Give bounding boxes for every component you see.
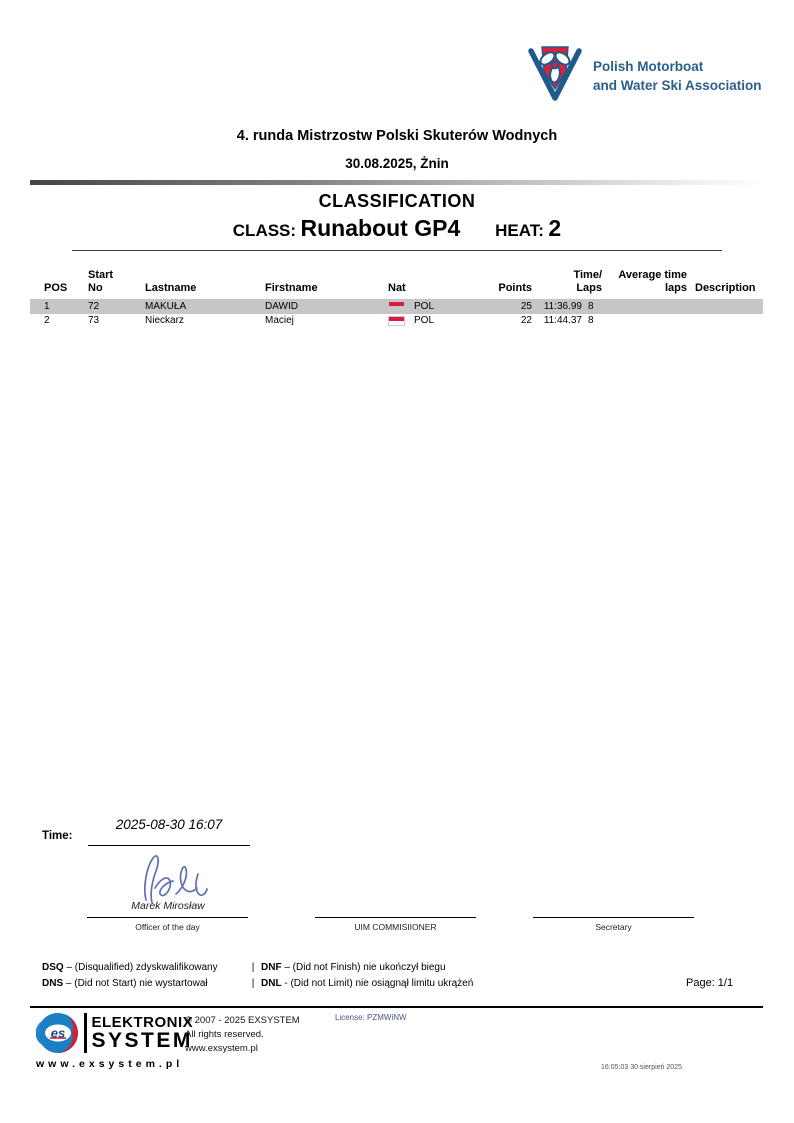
legend-separator: | <box>251 962 255 973</box>
association-name-line2: and Water Ski Association <box>593 77 762 93</box>
cell-lastname: Nieckarz <box>145 315 184 327</box>
cell-points: 25 <box>520 300 532 312</box>
commissioner-signature-line <box>315 917 476 918</box>
cell-firstname: Maciej <box>265 315 294 327</box>
header-start-no-line2: No <box>88 282 103 294</box>
header-time-line2: Laps <box>576 282 602 294</box>
cell-time: 11:44.37 <box>543 315 582 327</box>
footer-copyright <box>185 1014 300 1056</box>
legend-text: - (Did not Limit) nie osiągnął limitu ukrążeń <box>284 978 474 989</box>
legend-code: DNS <box>42 978 64 989</box>
time-label: Time: <box>42 830 73 842</box>
event-date-place: 30.08.2025, Żnin <box>345 156 449 171</box>
header-lastname: Lastname <box>145 282 197 294</box>
report-heading: CLASSIFICATION <box>318 191 476 211</box>
cell-laps: 8 <box>588 315 594 327</box>
poland-flag-icon <box>388 301 405 311</box>
cell-pos: 1 <box>44 300 50 312</box>
class-label: CLASS: <box>232 221 297 240</box>
legend-dns <box>42 976 245 992</box>
class-value: Runabout GP4 <box>300 215 461 241</box>
license-text: License: PZMWiNW <box>335 1013 407 1022</box>
secretary-title: Secretary <box>595 922 632 932</box>
header-points: Points <box>498 282 532 294</box>
legend-text: – (Disqualified) zdyskwalifikowany <box>66 962 218 973</box>
legend-dsq <box>42 960 245 976</box>
exsystem-logo <box>36 1011 193 1070</box>
association-name-line1: Polish Motorboat <box>593 59 704 74</box>
footer-url: www.exsystem.pl <box>185 1043 258 1054</box>
legend-separator: | <box>251 978 255 989</box>
officer-signature-line <box>87 917 248 918</box>
brand-url: www.exsystem.pl <box>36 1058 184 1070</box>
legend-dnf <box>261 960 473 976</box>
signature-icon <box>132 848 224 906</box>
header-description: Description <box>695 282 756 294</box>
rights-line: All rights reserved. <box>185 1029 264 1040</box>
header-nat: Nat <box>388 282 406 294</box>
header-average-time-line2: laps <box>664 282 687 294</box>
results-table-header <box>30 256 763 296</box>
legend-dnl <box>261 976 473 992</box>
header-time-laps <box>532 269 602 295</box>
poland-flag-icon <box>388 316 405 326</box>
header-time-line1: Time/ <box>573 269 602 281</box>
table-row <box>30 314 763 329</box>
header-start-no <box>85 269 142 295</box>
cell-start-no: 72 <box>88 300 100 312</box>
heat-label: HEAT: <box>495 221 544 240</box>
header-average-time-line1: Average time <box>618 269 687 281</box>
brand-line2: SYSTEM <box>91 1029 193 1052</box>
cell-nat <box>385 301 482 312</box>
nat-code: POL <box>414 300 435 312</box>
cell-time: 11:36.99 <box>543 300 582 312</box>
legend-code: DNF <box>261 962 282 973</box>
cell-lastname: MAKUŁA <box>145 300 187 312</box>
header-start-no-line1: Start <box>88 269 114 281</box>
svg-text:es: es <box>50 1025 66 1041</box>
commissioner-title: UIM COMMISIIONER <box>354 922 437 932</box>
legend-text: – (Did not Finish) nie ukończył biegu <box>284 962 446 973</box>
association-name <box>593 58 762 96</box>
gradient-divider <box>30 180 763 185</box>
copyright-line: © 2007 - 2025 EXSYSTEM <box>185 1015 300 1026</box>
header-average-time <box>602 269 687 295</box>
table-row <box>30 299 763 314</box>
brand-line1: ELEKTRONIX <box>91 1014 194 1031</box>
cell-points: 22 <box>520 315 532 327</box>
officer-title: Officer of the day <box>135 922 200 932</box>
header-pos: POS <box>44 282 68 294</box>
cell-start-no: 73 <box>88 315 100 327</box>
cell-firstname: DAWID <box>265 300 298 312</box>
time-value: 2025-08-30 16:07 <box>115 817 223 832</box>
officer-name: Marek Mirosław <box>131 900 205 912</box>
abbreviation-legend <box>42 960 473 992</box>
event-title: 4. runda Mistrzostw Polski Skuterów Wodnych <box>236 128 558 144</box>
cell-laps: 8 <box>588 300 594 312</box>
exsystem-wordmark <box>92 1015 194 1051</box>
generated-timestamp: 16:05:03 30 sierpień 2025 <box>601 1064 682 1071</box>
header-rule <box>72 250 722 251</box>
logo-divider-bar <box>84 1013 87 1053</box>
legend-row <box>42 976 473 992</box>
results-table-body <box>30 299 763 328</box>
legend-row <box>42 960 473 976</box>
legend-code: DSQ <box>42 962 64 973</box>
cell-nat <box>385 315 482 326</box>
cell-pos: 2 <box>44 315 50 327</box>
legend-text: – (Did not Start) nie wystartował <box>65 978 208 989</box>
footer-rule <box>30 1006 763 1008</box>
secretary-signature-line <box>533 917 694 918</box>
legend-code: DNL <box>261 978 282 989</box>
header-firstname: Firstname <box>265 282 318 294</box>
time-underline <box>88 845 250 846</box>
exsystem-circle-icon <box>36 1011 80 1055</box>
page-number: Page: 1/1 <box>686 977 734 989</box>
nat-code: POL <box>414 315 435 327</box>
association-logo <box>526 44 762 104</box>
heat-value: 2 <box>548 215 562 241</box>
class-heat-line <box>0 215 794 242</box>
propeller-shield-icon <box>526 44 584 104</box>
